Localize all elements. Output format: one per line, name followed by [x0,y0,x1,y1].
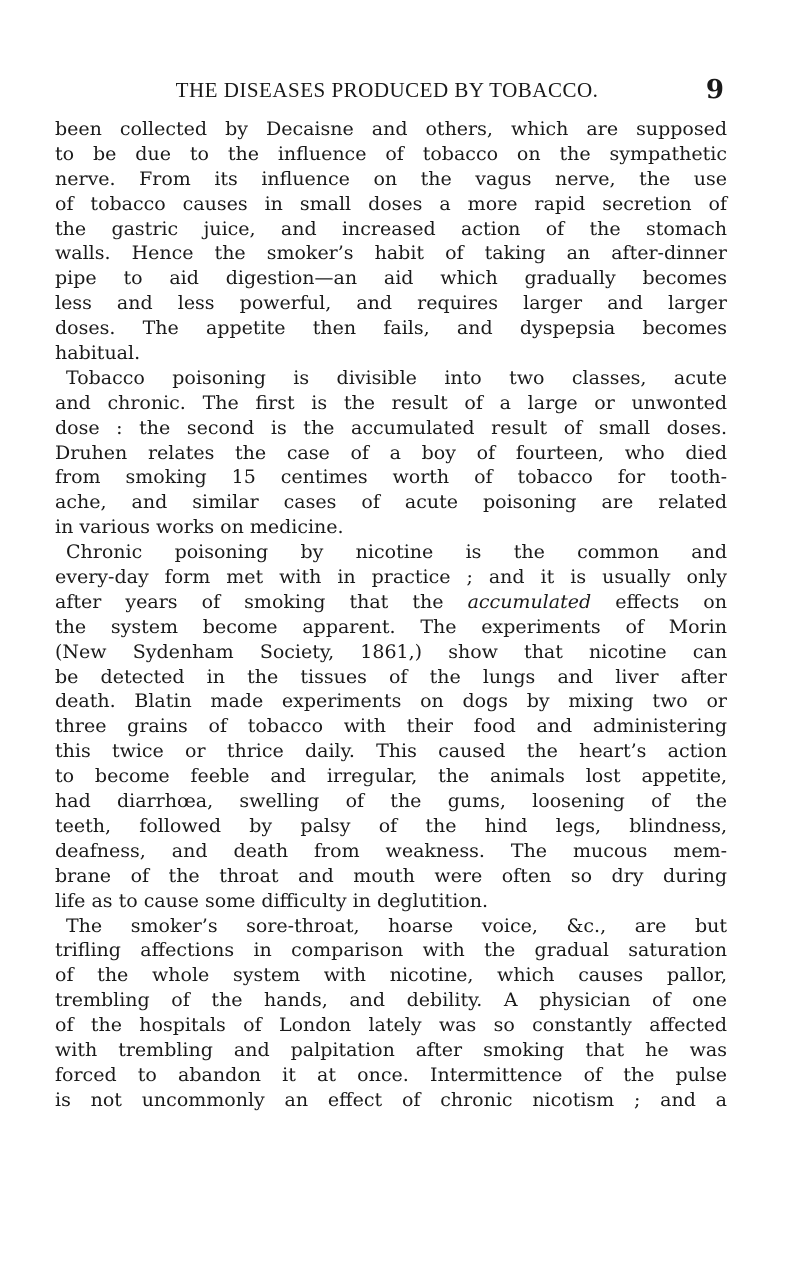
text-line: be detected in the tissues of the lungs and liver after [55,665,727,688]
text-line: the system become apparent. The experiments of Morin [55,615,727,638]
text-line: Tobacco poisoning is divisible into two classes, acute [66,366,727,389]
text-line: (New Sydenham Society, 1861,) show that nicotine can [55,640,727,663]
text-line: brane of the throat and mouth were often so dry during [55,864,727,887]
page-number: 9 [705,75,724,105]
text-line: every-day form met with in practice ; and it is usually only [55,566,727,589]
italic-emphasis: accumulated [467,590,592,613]
text-line: teeth, followed by palsy of the hind legs, blindness, [55,814,727,837]
text-line: nerve. From its influence on the vagus nerve, the use [55,167,727,190]
text-line [55,590,727,615]
text-line: three grains of tobacco with their food and administering [55,715,727,738]
text-line: forced to abandon it at once. Intermittence of the pulse [55,1063,727,1086]
text-line: the gastric juice, and increased action of the stomach [55,217,727,240]
text-line: walls. Hence the smoker’s habit of taking an after-dinner [55,242,727,265]
text-line: The smoker’s sore-throat, hoarse voice, &c., are but [66,914,727,937]
line-segment: effects on [591,590,727,613]
text-line: is not uncommonly an effect of chronic nicotism ; and a [55,1088,727,1111]
text-line: of the whole system with nicotine, which causes pallor, [55,964,727,987]
text-line: had diarrhœa, swelling of the gums, loosening of the [55,790,727,813]
running-title: THE DISEASES PRODUCED BY TOBACCO. [175,78,599,102]
text-line: pipe to aid digestion—an aid which gradually becomes [55,267,727,290]
line-segment: after years of smoking that the [55,590,468,613]
text-line: life as to cause some difficulty in deglutition. [55,889,488,912]
text-line: death. Blatin made experiments on dogs by mixing two or [55,690,727,713]
text-line: trifling affections in comparison with the gradual saturation [55,939,727,962]
text-line: in various works on medicine. [55,516,344,539]
text-line: of tobacco causes in small doses a more rapid secretion of [55,192,727,215]
text-line: of the hospitals of London lately was so constantly affected [55,1014,727,1037]
text-line: ache, and similar cases of acute poisoning are related [55,491,727,514]
running-head [52,70,722,110]
text-line: to be due to the influence of tobacco on the sympathetic [55,142,727,165]
text-line: doses. The appetite then fails, and dyspepsia becomes [55,317,727,340]
text-line: deafness, and death from weakness. The mucous mem- [55,839,727,862]
text-line: Chronic poisoning by nicotine is the common and [66,541,727,564]
text-line: dose : the second is the accumulated result of small doses. [55,416,727,439]
text-line: this twice or thrice daily. This caused the heart’s action [55,740,727,763]
text-line: Druhen relates the case of a boy of fourteen, who died [55,441,727,464]
text-line: and chronic. The first is the result of a large or unwonted [55,391,727,414]
text-line: been collected by Decaisne and others, which are supposed [55,118,727,140]
text-line: habitual. [55,342,141,365]
text-line: from smoking 15 centimes worth of tobacco for tooth- [55,466,727,489]
text-line: trembling of the hands, and debility. A physician of one [55,989,727,1012]
body-text [55,117,727,1113]
text-line: to become feeble and irregular, the animals lost appetite, [55,765,727,788]
text-line: with trembling and palpitation after smoking that he was [55,1038,727,1061]
text-line: less and less powerful, and requires larger and larger [55,292,727,315]
